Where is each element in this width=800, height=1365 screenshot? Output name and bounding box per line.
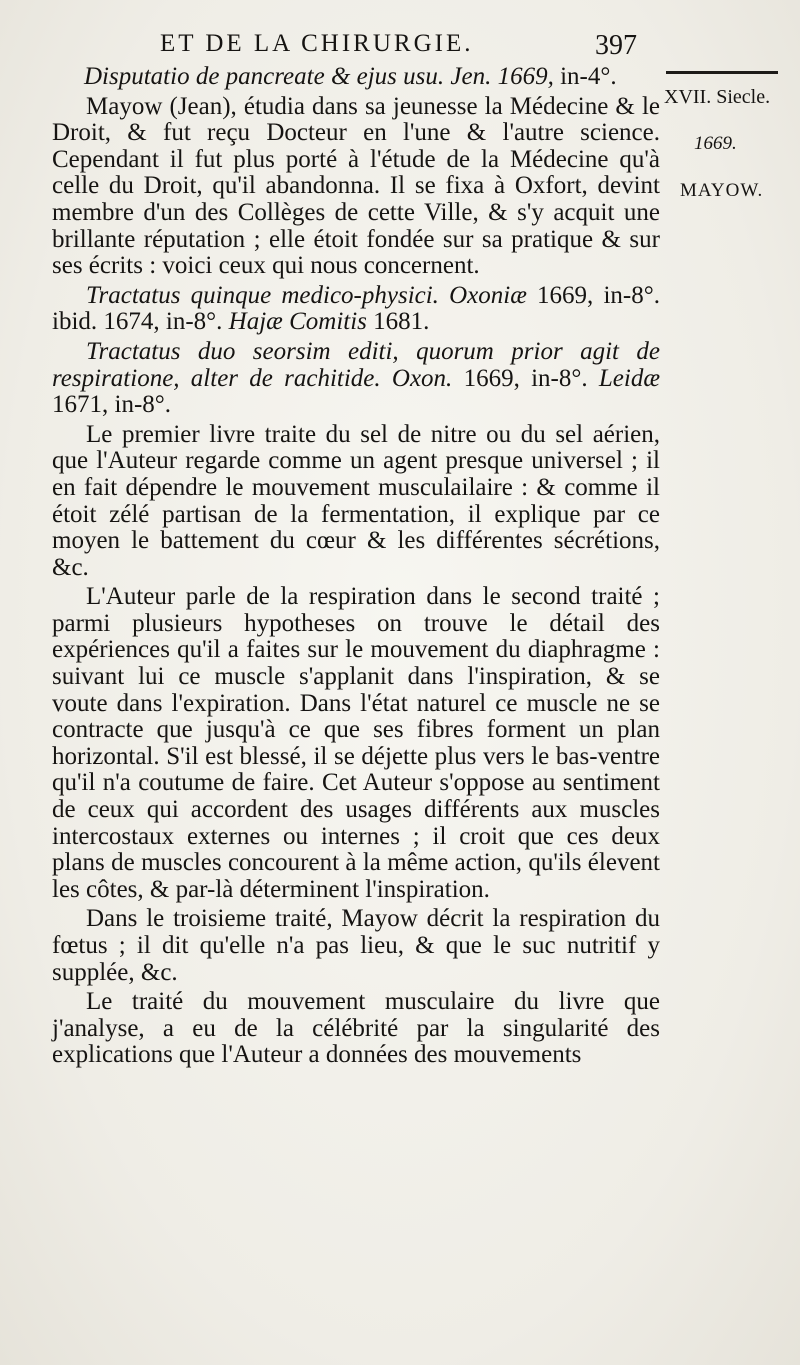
paragraph-biography: Mayow (Jean), étudia dans sa jeunesse la Médecine & le Droit, & fut reçu Docteur en l'une & l'autre science. Cependant il fut plus porté à l'étude de la Médecine qu'à celle du Droit, qu'il abandonna. Il se fixa à Oxfort, devint membre d'un des Collèges de cette Ville, & s'y acquit une brillante réputation ; elle étoit fondée sur sa pratique & sur ses écrits : voici ceux qui nous concernent. [52, 92, 660, 280]
reference-place: Leidæ [598, 364, 660, 392]
margin-note-year: 1669. [694, 133, 737, 154]
running-title: ET DE LA CHIRURGIE. [160, 30, 474, 57]
reference-tractatus-duo [52, 339, 660, 419]
paragraph-second-book: L'Auteur parle de la respiration dans le second traité ; parmi plusieurs hypotheses on trouve le détail des expériences qu'il a faites sur le mouvement du diaphragme : suivant lui ce muscle s'applanit dans l'inspiration, & se voute dans l'expiration. Dans l'état naturel ce muscle ne se contracte que jusqu'à ce que ses fibres forment un plan horizontal. S'il est blessé, il se déjette plus vers le bas-ventre qu'il n'a coutume de faire. Cet Auteur s'oppose au sentiment de ceux qui accordent des usages différents aux muscles intercostaux externes ou internes ; il croit que ces deux plans de muscles concourent à la même action, qu'ils élevent les côtes, & par-là déterminent l'inspiration. [52, 583, 660, 903]
reference-details: in-4°. [553, 63, 617, 90]
page-number: 397 [595, 30, 637, 61]
reference-title: Disputatio de pancreate & ejus usu. Jen. 1669, [84, 63, 554, 90]
reference-year: 1671, in-8°. [52, 391, 172, 419]
reference-place: Hajæ Comitis [228, 308, 367, 336]
paragraph-muscular-motion: Le traité du mouvement musculaire du livre que j'analyse, a eu de la célébrité par la singularité des explications que l'Auteur a données des mouvements [52, 988, 660, 1069]
reference-title: Tractatus duo seorsim editi, quorum prior agit de respiratione, alter de rachitide. Oxon. [52, 337, 660, 392]
reference-title: Tractatus quinque medico-physici. Oxoniæ [86, 281, 527, 309]
reference-pancreas [52, 64, 660, 91]
margin-rule [666, 71, 778, 74]
margin-note-century: XVII. Siecle. [664, 86, 771, 108]
margin-note-author: MAYOW. [680, 180, 764, 201]
reference-details: 1669, in-8°. [452, 364, 599, 392]
paragraph-third-book: Dans le troisieme traité, Mayow décrit la respiration du fœtus ; il dit qu'elle n'a pas lieu, & que le suc nutritif y supplée, &c. [52, 905, 660, 986]
main-text [52, 64, 660, 1072]
reference-details: 1669, in-8°. ibid. 1674, in-8°. [52, 281, 660, 336]
reference-year: 1681. [366, 308, 430, 336]
reference-tractatus-quinque [52, 283, 660, 336]
paragraph-first-book: Le premier livre traite du sel de nitre ou du sel aérien, que l'Auteur regarde comme un agent presque universel ; il en fait dépendre le mouvement musculailaire : & comme il étoit zélé partisan de la fermentation, il explique par ce moyen le battement du cœur & les différentes sécrétions, &c. [52, 420, 660, 581]
